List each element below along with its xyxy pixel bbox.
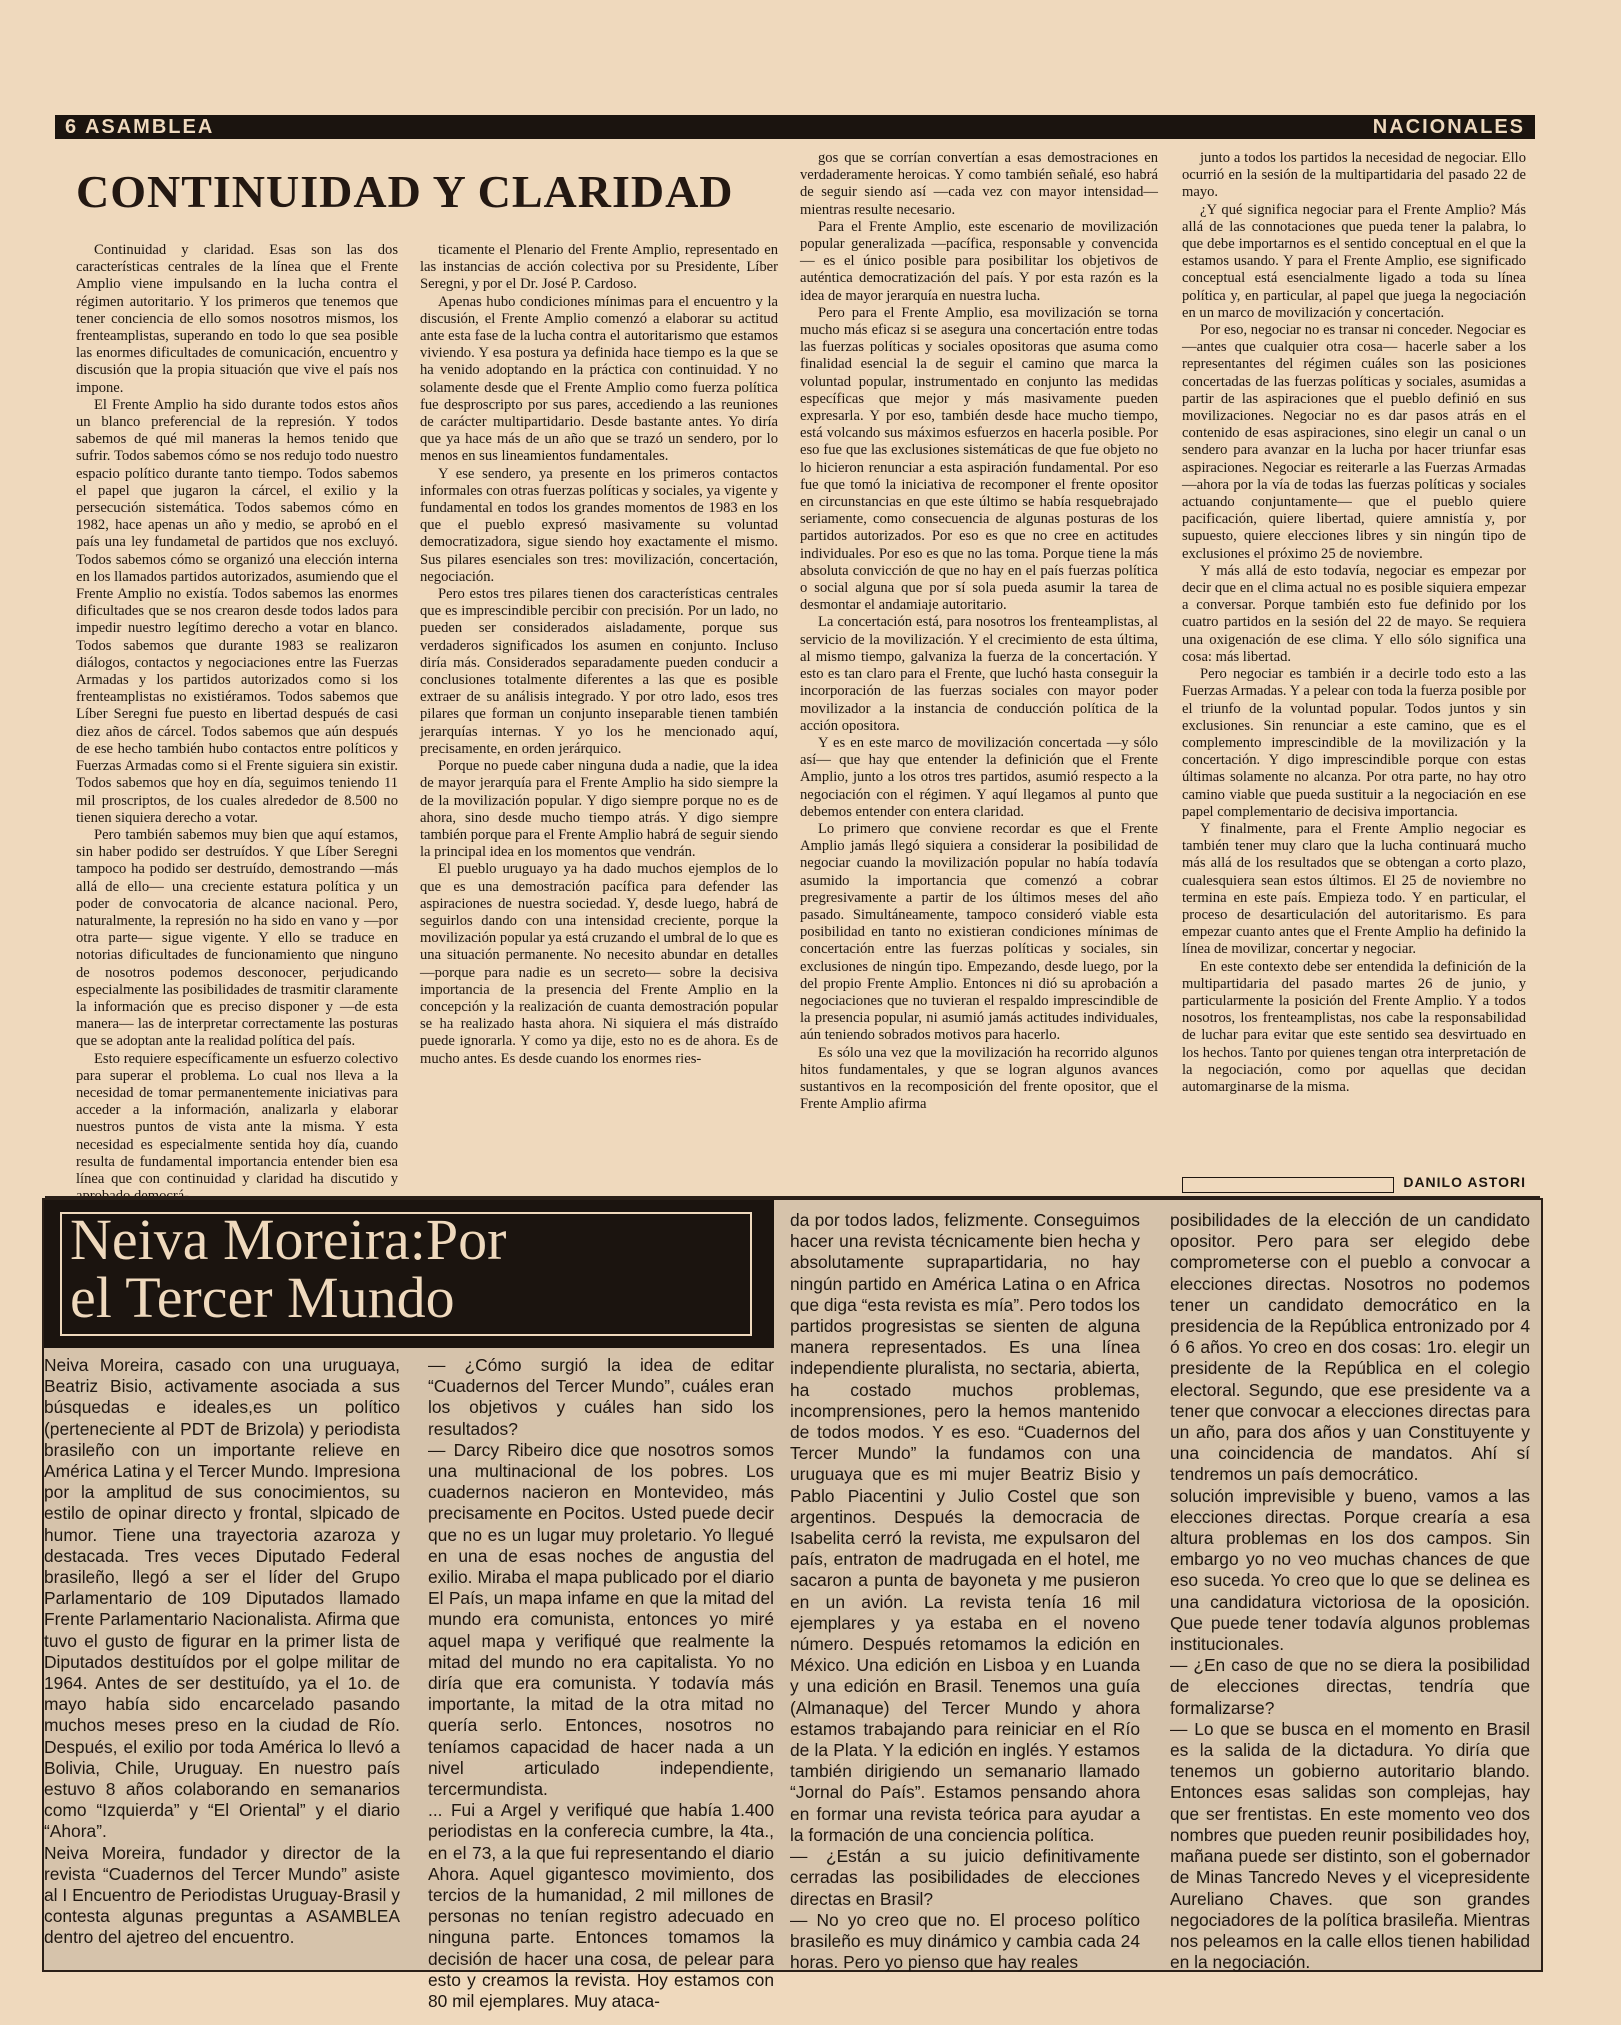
page-number-section: 6 ASAMBLEA (65, 116, 215, 138)
paragraph: Pero negociar es también ir a decirle todo esto a las Fuerzas Armadas. Y a pelear con toda la fuerza posible por el triunfo de la voluntad popular. Todos juntos y sin exclusiones. Sin renunciar a este camino, que es el complemento imprescindible de la movilización y la concertación. Y digo imprescindible porque con estas últimas solamente no alcanza. Por otra parte, no hay otro camino viable que pueda sustituir a la negociación en ese papel complementario de decisiva importancia. (1182, 666, 1526, 820)
article-column-2 (420, 242, 778, 1068)
paragraph: gos que se corrían convertían a esas demostraciones en verdaderamente heroicas. Y como también señalé, eso habrá de seguir siendo así —cada vez con mayor intensidad— mientras resulte necesario. (800, 150, 1158, 218)
article-column-1 (76, 242, 398, 1205)
paragraph: Pero estos tres pilares tienen dos características centrales que es imprescindible percibir con precisión. Por un lado, no pueden ser considerados aisladamente, porque sus verdaderos significados los asumen en conjunto. Incluso diría más. Considerados separadamente pueden conducir a conclusiones totalmente diferentes a las que es posible extraer de su análisis integrado. Y por otro lado, esos tres pilares que forman un conjunto inseparable tienen también jerarquías internas. Y yo los he mencionado aquí, precisamente, en orden jerárquico. (420, 586, 778, 757)
paragraph: Pero para el Frente Amplio, esa movilización se torna mucho más eficaz si se asegura una concertación entre todas las fuerzas políticas y sociales opositoras que asuma como finalidad esencial la de seguir el camino que marca la voluntad popular, instrumentado en conjunto las medidas específicas que mejor y más masivamente pueden expresarla. Y por eso, también desde hace mucho tiempo, está volcando sus máximos esfuerzos en hacerla posible. Por eso fue que las exclusiones sistemáticas de que fue objeto no lo hicieron renunciar a esta aspiración fundamental. Por eso fue que tomó la iniciativa de recomponer el frente opositor en circunstancias en que este último se había resquebrajado seriamente, como consecuencia de algunas posturas de los partidos autorizados. Por eso es que no cree en actitudes individuales. Por eso es que no las toma. Porque tiene la más absoluta convicción de que no hay en el país fuerzas política o social alguna que por sí sola pueda asumir la tarea de desmontar el andamiaje autoritario. (800, 304, 1158, 614)
page-header-bar (55, 115, 1535, 139)
paragraph: Pero también sabemos muy bien que aquí estamos, sin haber podido ser destruídos. Y que Líber Seregni tampoco ha podido ser destruído, demostrando —más allá de ello— una creciente estatura política y un poder de convocatoria de alcance nacional. Pero, naturalmente, la represión no ha sido en vano y —por otra parte— sigue vigente. Y ello se traduce en notorias dificultades de funcionamiento que ninguno de nosotros podemos desconocer, perjudicando especialmente las posibilidades de trasmitir claramente la información que es preciso disponer y —de esta manera— las de interpretar correctamente las posturas que se adoptan ante la realidad política del país. (76, 826, 398, 1050)
article-title: CONTINUIDAD Y CLARIDAD (76, 166, 734, 217)
interview-column-2 (428, 1355, 774, 2012)
paragraph: La concertación está, para nosotros los frenteamplistas, al servicio de la movilización. Y el crecimiento de esta última, al mismo tiempo, galvaniza la fuerza de la concertación. Y esto es tan claro para el Frente, que luchó hasta conseguir la incorporación de las fuerzas sociales con mayor poder movilizador a la instancia de conducción política de la acción opositora. (800, 614, 1158, 734)
paragraph: Y finalmente, para el Frente Amplio negociar es también tener muy claro que la lucha continuará mucho más allá de los resultados que se obtengan a corto plazo, cualesquiera sean estos últimos. El 25 de noviembre no termina en este país. Empieza todo. Y en particular, el proceso de desarticulación del autoritarismo. Es para empezar cuanto antes que el Frente Amplio ha definido la línea de movilizar, concertar y negociar. (1182, 820, 1526, 958)
interview-column-1 (44, 1355, 400, 1949)
article-column-4 (1182, 150, 1526, 1096)
paragraph: Para el Frente Amplio, este escenario de movilización popular generalizada —pacífica, responsable y convencida— es el único posible para posibilitar los objetivos de auténtica democratización del país. Y por esta razón es la idea de mayor jerarquía en nuestra lucha. (800, 218, 1158, 304)
paragraph: El Frente Amplio ha sido durante todos estos años un blanco preferencial de la represión. Y todos sabemos de qué mil maneras la hemos tenido que sufrir. Todos sabemos cómo se nos redujo todo nuestro espacio político durante tanto tiempo. Todos sabemos el papel que jugaron la cárcel, el exilio y la persecución sistemática. Todos sabemos cómo en 1982, hace apenas un año y medio, se aprobó en el país una ley fundametal de partidos que nos excluyó. Todos sabemos cómo se organizó una elección interna en los llamados partidos autorizados, asumiendo que el Frente Amplio no existía. Todos sabemos las enormes dificultades que se nos crearon desde todos lados para impedir nuestro legítimo derecho a votar en blanco. Todos sabemos que durante 1983 se realizaron diálogos, contactos y negociaciones entre las Fuerzas Armadas y los partidos autorizados como si los frenteamplistas no existiéramos. Todos sabemos que Líber Seregni fue puesto en libertad después de casi diez años de cárcel. Todos sabemos que aún después de ese hecho también hubo contactos entre políticos y Fuerzas Armadas como si el Frente siguiera sin existir. Todos sabemos que hoy en día, seguimos teniendo 11 mil proscriptos, de los cuales alrededor de 8.500 no tienen siquiera derecho a votar. (76, 396, 398, 826)
author-name: DANILO ASTORI (1403, 1174, 1526, 1190)
paragraph: ... Fui a Argel y verifiqué que había 1.400 periodistas en la conferecia cumbre, la 4ta., en el 73, a la que fui representando el diario Ahora. Aquel gigantesco movimiento, dos tercios de la humanidad, 2 mil millones de personas no tenían registro adecuado en ninguna parte. Entonces tomamos la decisión de hacer una cosa, de pelear para esto y creamos la revista. Hoy estamos con 80 mil ejemplares. Muy ataca- (428, 1800, 774, 2012)
paragraph: da por todos lados, felizmente. Conseguimos hacer una revista técnicamente bien hecha y absolutamente suprapartidaria, no hay ningún partido en América Latina o en Africa que diga “esta revista es mía”. Pero todos los partidos progresistas se sienten de alguna manera representados. Es una línea independiente pluralista, no sectaria, abierta, ha costado muchos problemas, incomprensiones, pero la hemos mantenido de todos modos. Y es eso. “Cuadernos del Tercer Mundo” la fundamos con una uruguaya que es mi mujer Beatriz Bisio y Pablo Piacentini y Julio Costel que son argentinos. Después la democracia de Isabelita cerró la revista, me expulsaron del país, entraton de madrugada en el hotel, me sacaron a punta de bayoneta y me pusieron en un avión. La revista tenía 16 mil ejemplares y ya estaba en el noveno número. Después retomamos la edición en México. Una edición en Lisboa y en Luanda y una edición en Brasil. Tenemos una guía (Almanaque) del Tercer Mundo y ahora estamos trabajando para reiniciar en el Río de la Plata. Y la edición en inglés. Y estamos también dirigiendo un semanario llamado “Jornal do País”. Estamos pensando ahora en formar una revista teórica para ayudar a la formación de una conciencia política. (790, 1210, 1140, 1845)
paragraph: El pueblo uruguayo ya ha dado muchos ejemplos de lo que es una demostración pacífica para defender las aspiraciones de nuestra sociedad. Y, desde luego, habrá de seguirlos dando con una intensidad creciente, porque la movilización popular ya está cruzando el umbral de lo que es una situación permanente. No necesito abundar en detalles —porque para nadie es un secreto— sobre la decisiva importancia de la presencia del Frente Amplio en la concepción y la realización de cuanta demostración popular se ha realizado hasta ahora. Ni siquiera el más distraído puede ignorarla. Y como ya dije, esto no es de ahora. Es de mucho antes. Es desde cuando los enormes ries- (420, 861, 778, 1067)
paragraph: posibilidades de la elección de un candidato opositor. Pero para ser elegido debe comprometerse con el pueblo a convocar a elecciones directas. Nosotros no podemos tener un candidato democrático en la presidencia de la República entronizado por 4 ó 6 años. Yo creo en dos cosas: 1ro. elegir un presidente de la República en el colegio electoral. Segundo, que ese presidente va a tener que convocar a elecciones directas para un año, para dos años y uan Constituyente y una coincidencia de mandatos. Ahí sí tendremos un país democrático. (1170, 1210, 1530, 1485)
paragraph: — ¿En caso de que no se diera la posibilidad de elecciones directas, tendría que formalizarse? (1170, 1655, 1530, 1718)
signature-rule (1182, 1177, 1394, 1193)
paragraph: — Lo que se busca en el momento en Brasil es la salida de la dictadura. Yo diría que tenemos un gobierno autoritario blando. Entonces esas salidas son complejas, hay que ser frentistas. En este momento veo dos nombres que pueden reunir posibilidades hoy, mañana puede ser distinto, son el gobernador de Minas Tancredo Neves y el vicepresidente Aureliano Chaves. que son grandes negociadores de la política brasileña. Mientras nos peleamos en la calle ellos tienen habilidad en la negociación. (1170, 1718, 1530, 1973)
paragraph: solución imprevisible y bueno, vamos a las elecciones directas. Porque crearía a esa altura problemas en los dos campos. Sin embargo yo no veo muchas chances de que eso suceda. Yo creo que lo que se delinea es una candidatura victoriosa de la oposición. Que puede tener todavía algunos problemas institucionales. (1170, 1485, 1530, 1655)
author-signature (1182, 1174, 1526, 1196)
paragraph: Apenas hubo condiciones mínimas para el encuentro y la discusión, el Frente Amplio comenzó a elaborar su actitud ante esta fase de la lucha contra el autoritarismo que estamos viviendo. Y esa postura ya definida hace tiempo es la que se ha venido adoptando en la práctica con continuidad. Y no solamente desde que el Frente Amplio como fuerza política fue desproscripto por sus pares, accediendo a las reuniones de carácter multipartidario. Desde bastante antes. Yo diría que ya hace más de un año que se trazó un sendero, por lo menos en sus lineamientos fundamentales. (420, 293, 778, 465)
paragraph: Y más allá de esto todavía, negociar es empezar por decir que en el clima actual no es posible siquiera empezar a conversar. Porque también esto fue definido por los cuatro partidos en la sesión del 22 de mayo. Se requiera una oxigenación de ese clima. Y ello sólo significa una cosa: más libertad. (1182, 562, 1526, 665)
interview-column-3 (790, 1210, 1140, 1973)
paragraph: ¿Y qué significa negociar para el Frente Amplio? Más allá de las connotaciones que pueda tener la palabra, lo que debe importarnos es el sentido conceptual en el que la estamos usando. Y para el Frente Amplio, ese significado conceptual está esencialmente ligado a toda su línea política y, en particular, al papel que juega la negociación en un marco de movilización y concertación. (1182, 201, 1526, 321)
paragraph: Lo primero que conviene recordar es que el Frente Amplio jamás llegó siquiera a considerar la posibilidad de negociar cuando la movilización popular no había todavía asumido la importancia que comenzó a cobrar pregresivamente a partir de los últimos meses del año pasado. Simultáneamente, tampoco consideró viable esta posibilidad en tanto no existieran condiciones mínimas de concertación entre las fuerzas políticas y sociales, sin exclusiones de ningún tipo. Empezando, desde luego, por la del propio Frente Amplio. Entonces ni dió su aprobación a negociaciones que no tuvieran el respaldo imprescindible de la presencia popular, ni asumió jamás actitudes individuales, aún teniendo sobrados motivos para hacerlo. (800, 820, 1158, 1044)
paragraph: Continuidad y claridad. Esas son las dos características centrales de la línea que el Frente Amplio viene impulsando en la lucha contra el régimen autoritario. Y los primeros que tenemos que tener conciencia de ello somos nosotros mismos, los frenteamplistas, superando en todo lo que sea posible las enormes dificultades de comunicación, encuentro y discusión que la propia situación que vive el país nos impone. (76, 242, 398, 396)
paragraph: Y ese sendero, ya presente en los primeros contactos informales con otras fuerzas políticas y sociales, ya vigente y fundamental en todos los grandes momentos de 1983 en los que el pueblo expresó masivamente su voluntad democratizadora, sigue siendo hoy exactamente el mismo. Sus pilares esenciales son tres: movilización, concertación, negociación. (420, 465, 778, 585)
article-column-3 (800, 150, 1158, 1113)
paragraph: junto a todos los partidos la necesidad de negociar. Ello ocurrió en la sesión de la multipartidaria del pasado 22 de mayo. (1182, 150, 1526, 201)
paragraph: — Darcy Ribeiro dice que nosotros somos una multinacional de los pobres. Los cuadernos nacieron en Montevideo, más precisamente en Pocitos. Usted puede decir que no es un lugar muy proletario. Yo llegué en una de esas noches de angustia del exilio. Miraba el mapa publicado por el diario El País, un mapa infame en que la mitad del mundo era comunista, entonces yo miré aquel mapa y verifiqué que realmente la mitad del mundo no era capitalista. Yo no diría que era comunista. Y todavía más importante, la mitad de la otra mitad no quería serlo. Entonces, nosotros no teníamos capacidad de hacer nada a un nivel articulado independiente, tercermundista. (428, 1439, 774, 1800)
paragraph: Porque no puede caber ninguna duda a nadie, que la idea de mayor jerarquía para el Frente Amplio ha sido siempre la de la movilización popular. Y digo siempre porque no es de ahora, sino desde mucho tiempo atrás. Y digo siempre también porque para el Frente Amplio habrá de seguir siendo la principal idea en los momentos que vendrán. (420, 758, 778, 861)
paragraph: Neiva Moreira, casado con una uruguaya, Beatriz Bisio, activamente asociada a sus búsquedas e ideales,es un político (perteneciente al PDT de Brizola) y periodista brasileño con un importante relieve en América Latina y el Tercer Mundo. Impresiona por la amplitud de sus conocimientos, su estilo de opinar directo y frontal, slpicado de humor. Tiene una trayectoria azaroza y destacada. Tres veces Diputado Federal brasileño, llegó a ser el líder del Grupo Parlamentario de 109 Diputados llamado Frente Parlamentario Nacionalista. Afirma que tuvo el gusto de figurar en la primer lista de Diputados destituídos por el golpe militar de 1964. Antes de ser destituído, ya el 1o. de mayo había sido encarcelado pasando muchos meses preso en la ciudad de Río. Después, el exilio por toda América lo llevó a Bolivia, Chile, Uruguay. En nuestro país estuvo 8 años colaborando en semanarios como “Izquierda” y “El Oriental” y el diario “Ahora”. (44, 1355, 400, 1842)
paragraph: Es sólo una vez que la movilización ha recorrido algunos hitos fundamentales, y que se logran algunos avances sustantivos en la recomposición del frente opositor, que el Frente Amplio afirma (800, 1044, 1158, 1113)
interview-title-line-1: Neiva Moreira:Por (70, 1207, 507, 1272)
paragraph: — No yo creo que no. El proceso político brasileño es muy dinámico y cambia cada 24 horas. Pero yo pienso que hay reales (790, 1909, 1140, 1973)
section-name: NACIONALES (1372, 116, 1525, 138)
interview-title-line-2: el Tercer Mundo (70, 1265, 455, 1330)
paragraph: Y es en este marco de movilización concertada —y sólo así— que hay que entender la definición que el Frente Amplio, junto a los otros tres partidos, asumió respecto a la negociación con el régimen. Y aquí llegamos al punto que debemos entender con entera claridad. (800, 734, 1158, 820)
paragraph: En este contexto debe ser entendida la definición de la multipartidaria del pasado martes 26 de junio, y particularmente la posición del Frente Amplio. Y a todos nosotros, los frenteamplistas, nos cabe la responsabilidad de luchar para evitar que este sentido sea desvirtuado en los hechos. Tanto por quienes tengan otra interpretación de la negociación, como por aquellas que decidan automarginarse de la misma. (1182, 958, 1526, 1095)
paragraph: — ¿Cómo surgió la idea de editar “Cuadernos del Tercer Mundo”, cuáles eran los objetivos y cuáles han sido los resultados? (428, 1355, 774, 1439)
paragraph: Esto requiere específicamente un esfuerzo colectivo para superar el problema. Lo cual nos lleva a la necesidad de tomar permanentemente iniciativas para acceder a la información, analizarla y elaborar nuestros puntos de vista ante la misma. Y esta necesidad es especialmente sentida hoy día, cuando resulta de fundamental importancia entender bien esa línea que con continuidad y claridad ha discutido y (76, 1050, 398, 1187)
paragraph: Por eso, negociar no es transar ni conceder. Negociar es —antes que cualquier otra cosa— hacerle saber a los representantes del régimen cuáles son las posiciones concertadas de las fuerzas políticas y sociales, asumidas a partir de las aspiraciones que el pueblo definió en sus movilizaciones. Negociar no es dar pasos atrás en el contenido de esas aspiraciones, sino elegir un canal o un sendero para avanzar en la lucha por hacer triunfar esas aspiraciones. Negociar es reiterarle a las Fuerzas Armadas —ahora por la vía de todas las fuerzas políticas y sociales actuando conjuntamente— que el pueblo quiere pacificación, quiere libertad, quiere amnistía y, por supuesto, quiere elecciones libres y sin ningún tipo de exclusiones el próximo 25 de noviembre. (1182, 322, 1526, 562)
interview-column-4 (1170, 1210, 1530, 1973)
paragraph: — ¿Están a su juicio definitivamente cerradas las posibilidades de elecciones directas en Brasil? (790, 1846, 1140, 1909)
interview-title-banner (44, 1200, 774, 1348)
paragraph: ticamente el Plenario del Frente Amplio, representado en las instancias de acción colectiva por su Presidente, Líber Seregni, y por el Dr. José P. Cardoso. (420, 242, 778, 293)
paragraph: Neiva Moreira, fundador y director de la revista “Cuadernos del Tercer Mundo” asiste al I Encuentro de Periodistas Uruguay-Brasil y contesta algunas preguntas a ASAMBLEA dentro del ajetreo del encuentro. (44, 1842, 400, 1948)
